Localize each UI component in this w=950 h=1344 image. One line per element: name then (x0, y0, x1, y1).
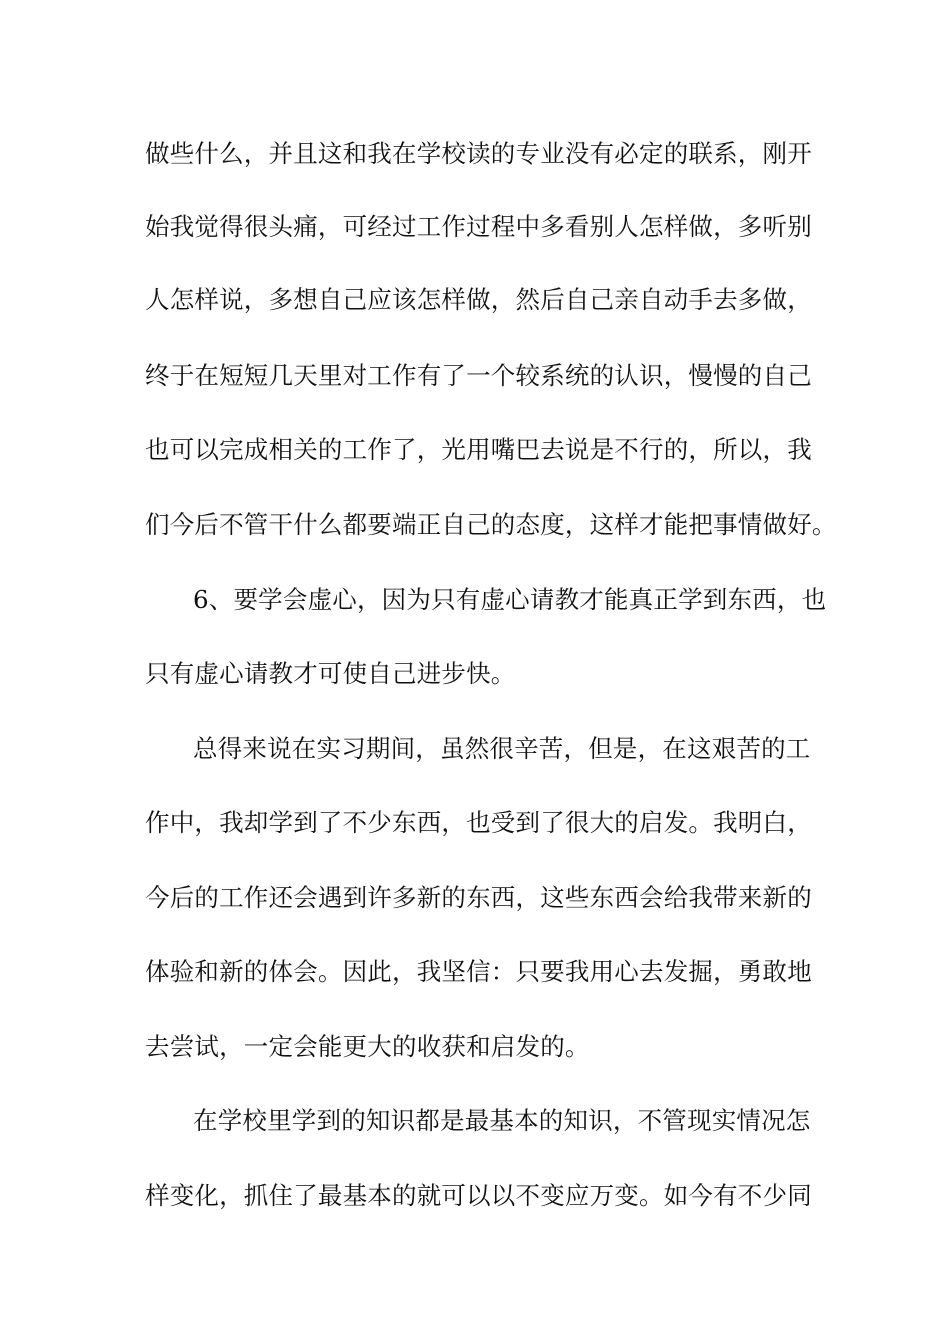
text-line: 总得来说在实习期间，虽然很辛苦，但是，在这艰苦的工 (193, 734, 811, 763)
text-line: 们今后不管干什么都要端正自己的态度，这样才能把事情做好。 (145, 510, 837, 539)
text-line: 做些什么，并且这和我在学校读的专业没有必定的联系，刚开 (145, 139, 812, 168)
text-line: 6、要学会虚心，因为只有虚心请教才能真正学到东西，也 (193, 585, 827, 614)
text-line: 作中，我却学到了不少东西，也受到了很大的启发。我明白， (145, 808, 812, 837)
text-line: 始我觉得很头痛，可经过工作过程中多看别人怎样做，多听别 (145, 212, 812, 241)
text-line: 去尝试，一定会能更大的收获和启发的。 (145, 1032, 590, 1061)
text-line: 终于在短短几天里对工作有了一个较系统的认识，慢慢的自己 (145, 361, 812, 390)
text-line: 也可以完成相关的工作了，光用嘴巴去说是不行的，所以，我 (145, 435, 812, 464)
text-line: 样变化，抓住了最基本的就可以以不变应万变。如今有不少同 (145, 1181, 812, 1210)
text-line: 人怎样说，多想自己应该怎样做，然后自己亲自动手去多做， (145, 285, 812, 314)
text-line: 只有虚心请教才可使自己进步快。 (145, 659, 516, 688)
text-line: 体验和新的体会。因此，我坚信：只要我用心去发掘，勇敢地 (145, 957, 812, 986)
text-line: 在学校里学到的知识都是最基本的知识，不管现实情况怎 (193, 1106, 811, 1135)
text-line: 今后的工作还会遇到许多新的东西，这些东西会给我带来新的 (145, 883, 812, 912)
